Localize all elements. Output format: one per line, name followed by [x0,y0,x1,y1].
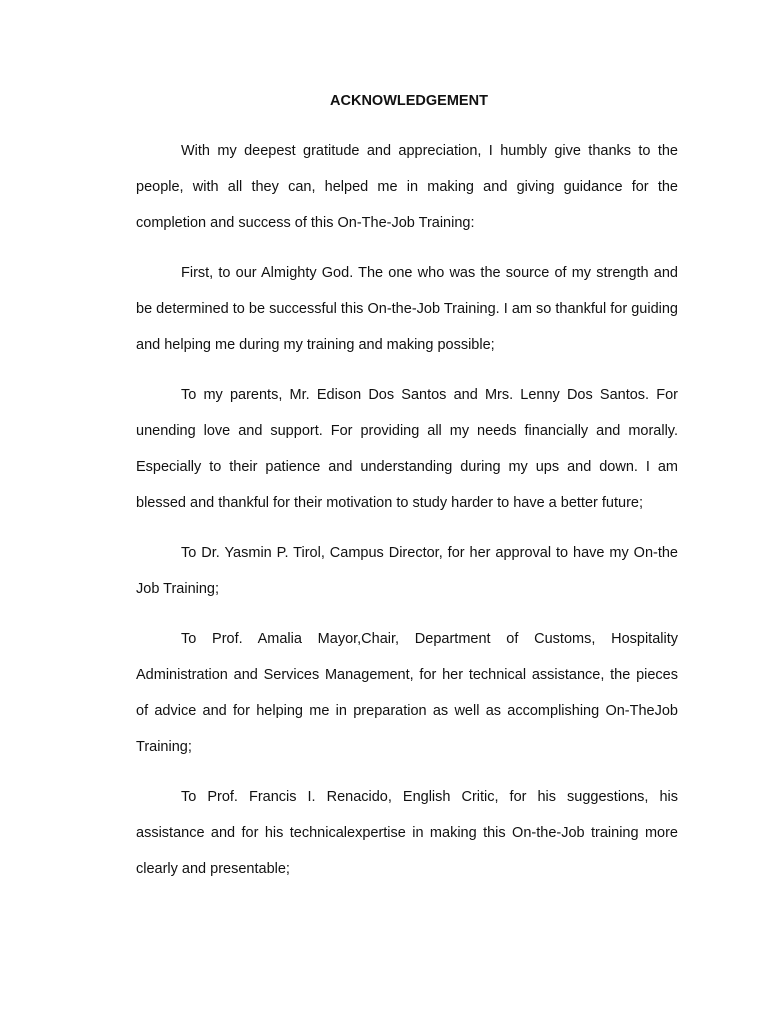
paragraph-chair: To Prof. Amalia Mayor,Chair, Department of Customs, Hospitality Administration and Services Management, for her technical assistance, the pieces of advice and for helping me in preparation as well as accomplishing On-TheJob Training; [136,631,678,755]
paragraph-english-critic: To Prof. Francis I. Renacido, English Critic, for his suggestions, his assistance and for his technicalexpertise in making this On-the-Job training more clearly and presentable; [136,789,678,877]
paragraph-parents: To my parents, Mr. Edison Dos Santos and Mrs. Lenny Dos Santos. For unending love and support. For providing all my needs financially and morally. Especially to their patience and understanding during my ups and down. I am blessed and thankful for their motivation to study harder to have a better future; [136,387,678,511]
paragraph-god: First, to our Almighty God. The one who was the source of my strength and be determined to be successful this On-the-Job Training. I am so thankful for guiding and helping me during my training and making possible; [136,265,678,353]
paragraph-campus-director: To Dr. Yasmin P. Tirol, Campus Director, for her approval to have my On-the Job Training; [136,545,678,597]
paragraph-gratitude: With my deepest gratitude and appreciation, I humbly give thanks to the people, with all they can, helped me in making and giving guidance for the completion and success of this On-The-Job Training: [136,143,678,231]
page-title: ACKNOWLEDGEMENT [330,93,488,109]
